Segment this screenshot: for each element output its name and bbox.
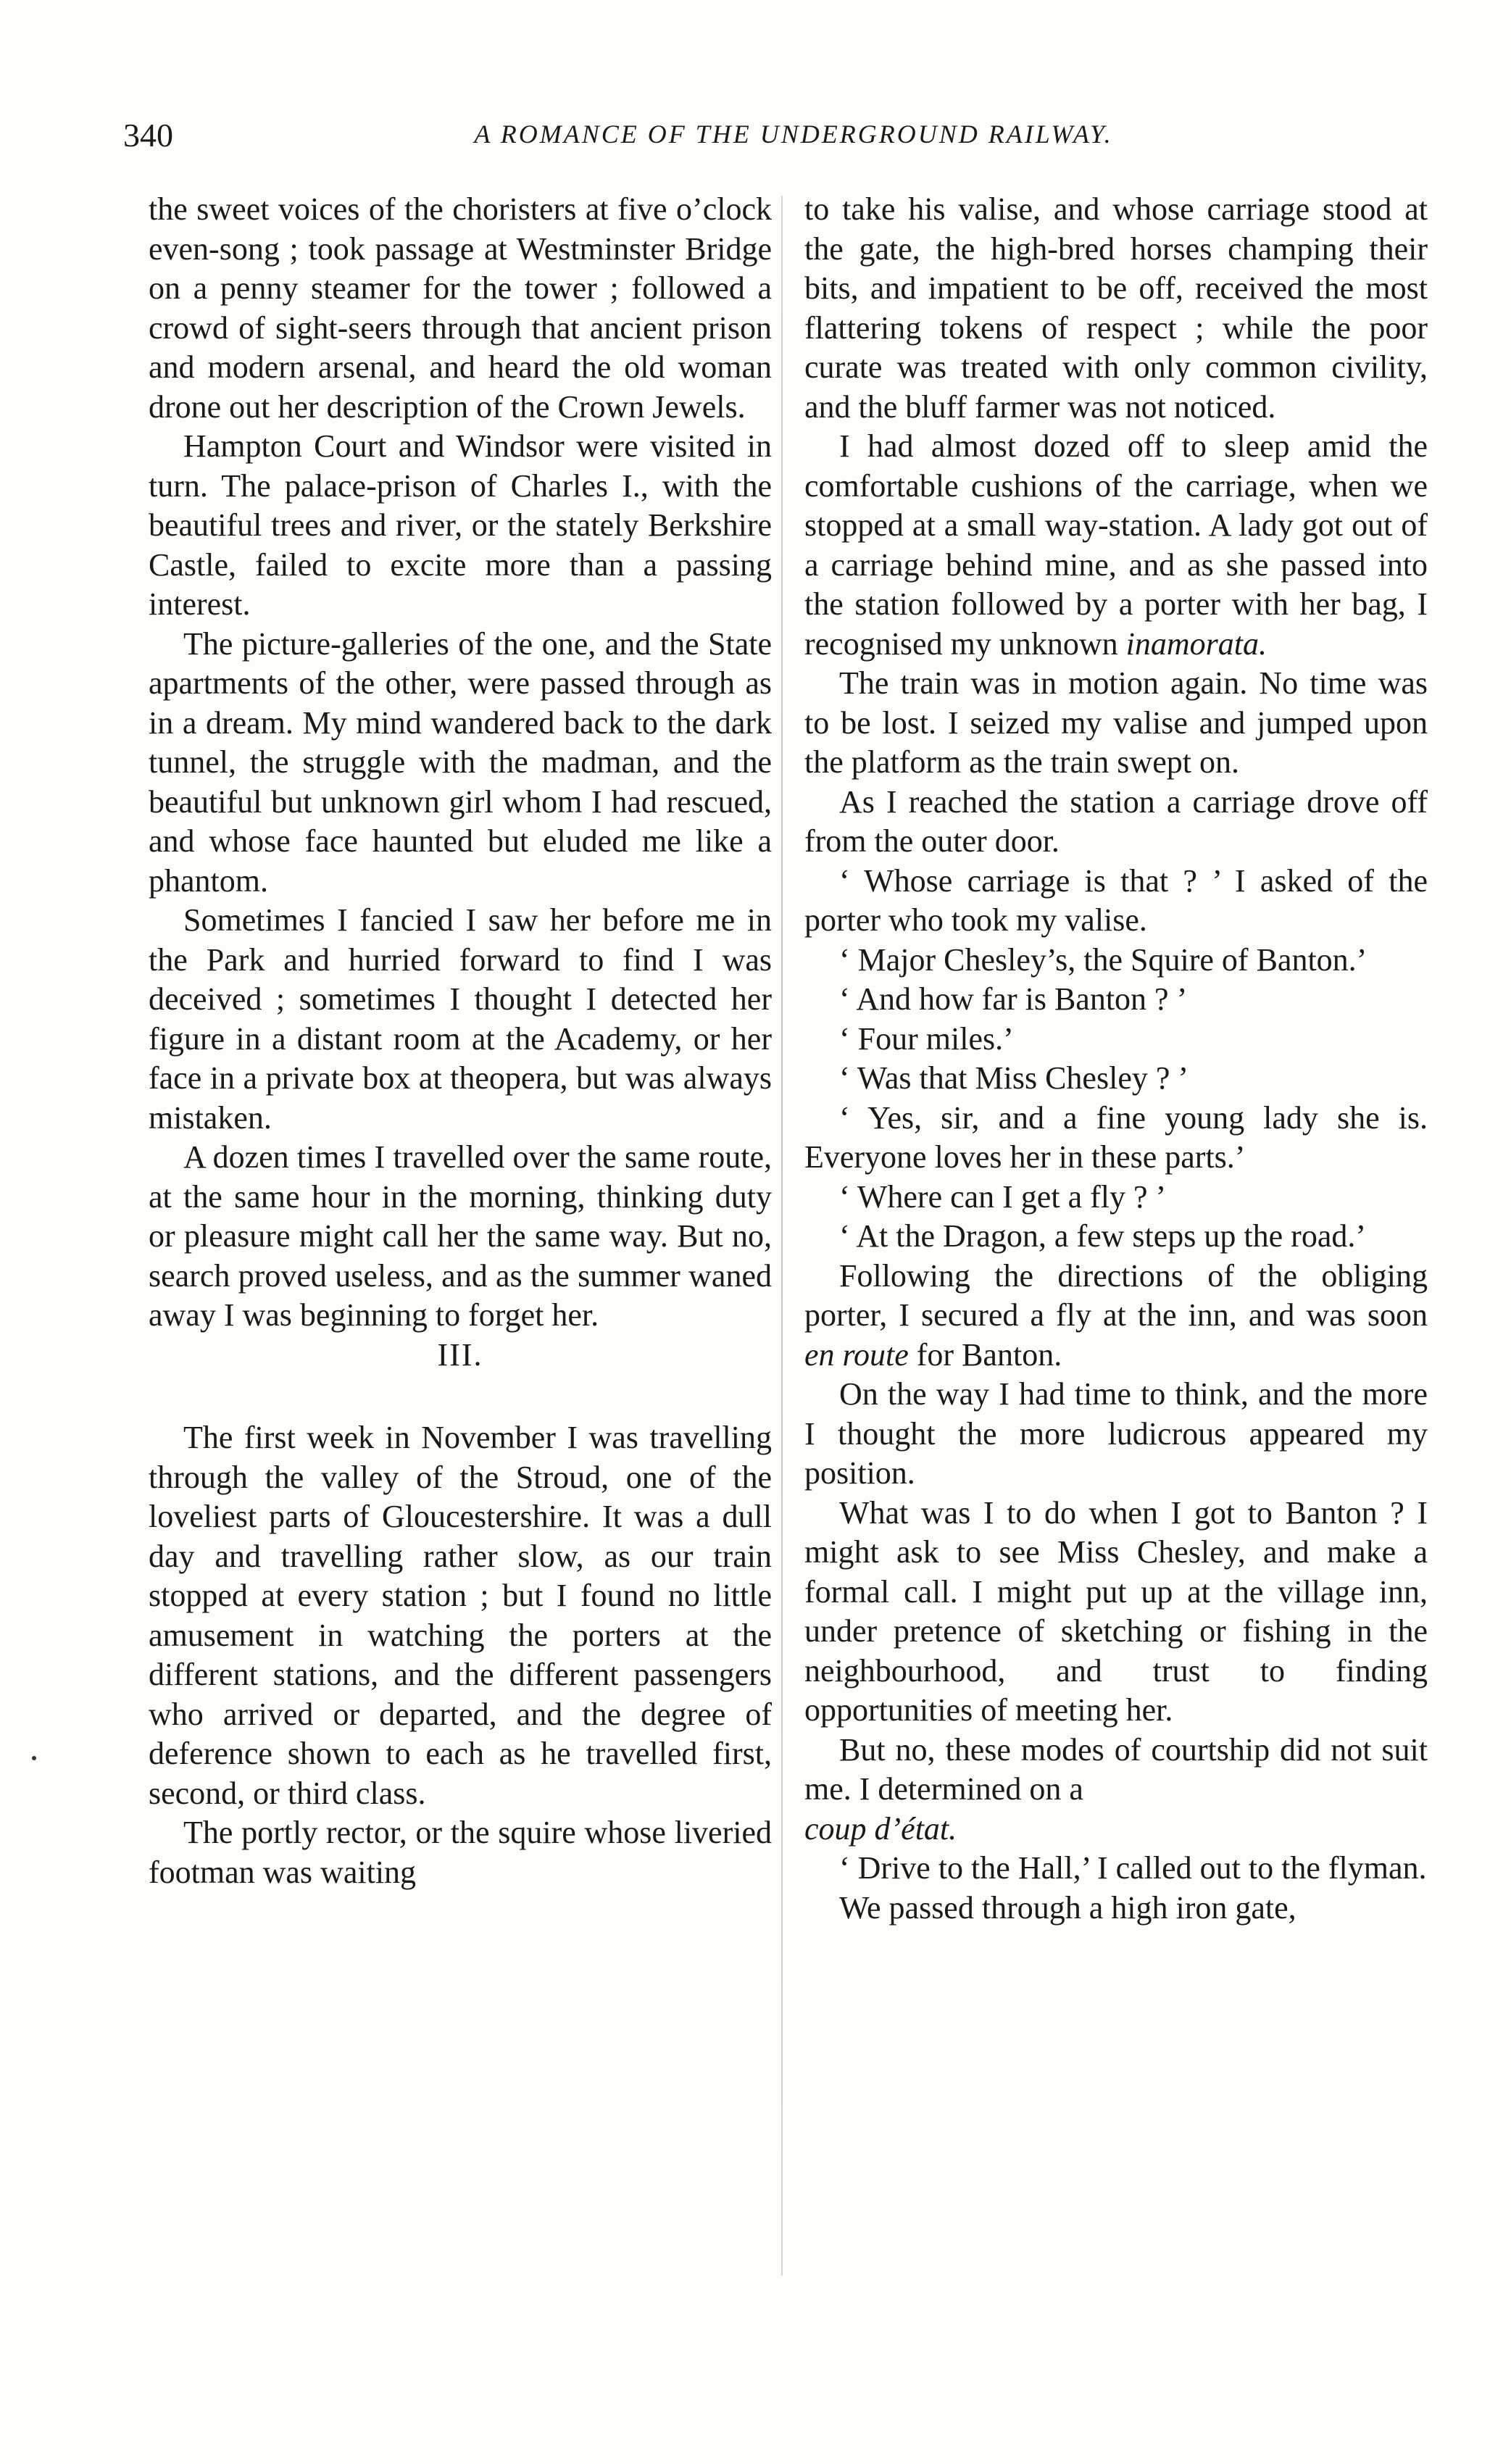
italic-text: en route — [804, 1336, 909, 1373]
dialogue-line: ‘ Was that Miss Chesley ? ’ — [839, 1060, 1189, 1096]
dialogue-line: ‘ Drive to the Hall,’ I called out to the flyman. — [839, 1850, 1427, 1886]
paragraph — [804, 1731, 1428, 1849]
paragraph: We passed through a high iron gate, — [839, 1889, 1296, 1926]
paragraph: As I reached the station a carriage drove off from the outer door. — [804, 783, 1428, 859]
dialogue-line: ‘ Yes, sir, and a fine young lady she is. Everyone loves her in these parts.’ — [804, 1099, 1428, 1175]
dialogue-line: ‘ Whose carriage is that ? ’ I asked of the porter who took my valise. — [804, 862, 1428, 938]
paragraph-text: Following the directions of the obliging porter, I secured a fly at the inn, and was soon — [804, 1257, 1428, 1333]
dialogue-line: ‘ Major Chesley’s, the Squire of Banton.’ — [839, 941, 1368, 978]
paragraph: the sweet voices of the choristers at five o’clock even-song ; took passage at Westminster Bridge on a penny steamer for the tower ; followed a crowd of sight-seers through that ancient prison and modern arsenal, and heard the old woman drone out her description of the Crown Jewels. — [149, 191, 772, 425]
page-header — [123, 116, 1420, 167]
italic-text: coup d’état. — [804, 1810, 957, 1847]
left-column — [149, 190, 772, 1892]
paragraph: On the way I had time to think, and the more I thought the more ludicrous appeared my position. — [804, 1376, 1428, 1491]
paragraph: A dozen times I travelled over the same route, at the same hour in the morning, thinking duty or pleasure might call her the same way. But no, search proved useless, and as the summer waned away I was beginning to forget her. — [149, 1139, 772, 1333]
margin-dot — [32, 1756, 36, 1760]
right-column — [804, 190, 1428, 1928]
paragraph: What was I to do when I got to Banton ? I might ask to see Miss Chesley, and make a formal call. I might put up at the village inn, under pretence of sketching or fishing in the neighbourhood, and trust to finding opportunities of meeting her. — [804, 1494, 1428, 1728]
running-title: A ROMANCE OF THE UNDERGROUND RAILWAY. — [474, 120, 1113, 149]
paragraph: The train was in motion again. No time was to be lost. I seized my valise and jumped upon the platform as the train swept on. — [804, 665, 1428, 780]
dialogue-line: ‘ Where can I get a fly ? ’ — [839, 1178, 1167, 1215]
paragraph: The picture-galleries of the one, and the State apartments of the other, were passed through as in a dream. My mind wandered back to the dark tunnel, the struggle with the madman, and the beautiful but unknown girl whom I had rescued, and whose face haunted but eluded me like a phantom. — [149, 625, 772, 899]
paragraph-text: But no, these modes of courtship did not suit me. I determined on a — [804, 1731, 1428, 1807]
paragraph — [804, 1257, 1428, 1375]
paragraph — [804, 427, 1428, 664]
dialogue-line: ‘ And how far is Banton ? ’ — [839, 981, 1188, 1017]
paragraph: The portly rector, or the squire whose liveried footman was waiting — [149, 1815, 772, 1890]
page-number: 340 — [123, 117, 173, 154]
dialogue-line: ‘ Four miles.’ — [839, 1020, 1014, 1057]
italic-text: inamorata. — [1125, 625, 1267, 662]
paragraph: to take his valise, and whose carriage stood at the gate, the high-bred horses champing their bits, and impatient to be off, received the most flattering tokens of respect ; while the poor curate was treated with only common civility, and the bluff farmer was not noticed. — [804, 191, 1428, 425]
paragraph: Hampton Court and Windsor were visited in turn. The palace-prison of Charles I., with the beautiful trees and river, or the stately Berkshire Castle, failed to excite more than a passing interest. — [149, 428, 772, 622]
column-divider — [781, 196, 783, 2276]
paragraph-text: for Banton. — [916, 1336, 1062, 1373]
section-heading: III. — [437, 1336, 483, 1373]
paragraph: Sometimes I fancied I saw her before me in the Park and hurried forward to find I was deceived ; sometimes I thought I detected her figure in a distant room at the Academy, or her face in a private box at theopera, but was always mistaken. — [149, 902, 772, 1136]
dialogue-line: ‘ At the Dragon, a few steps up the road.’ — [839, 1218, 1367, 1254]
paragraph-text: I had almost dozed off to sleep amid the comfortable cushions of the carriage, when we stopped at a small way-station. A lady got out of a carriage behind mine, and as she passed into the station followed by a porter with her bag, I recognised my unknown — [804, 428, 1428, 662]
paragraph: The first week in November I was travelling through the valley of the Stroud, one of the loveliest parts of Gloucestershire. It was a dull day and travelling rather slow, as our train stopped at every station ; but I found no little amusement in watching the porters at the different stations, and the different passengers who arrived or departed, and the degree of deference shown to each as he travelled first, second, or third class. — [149, 1420, 772, 1811]
